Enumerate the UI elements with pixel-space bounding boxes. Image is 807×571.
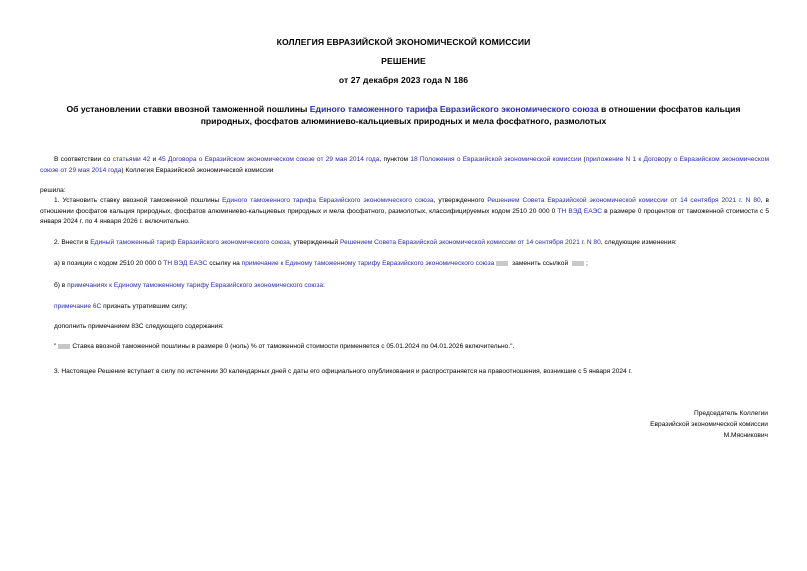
item-text: а) в позиции с кодом 2510 20 000 0 [54,260,164,267]
item-text: , утвержденного [433,197,488,204]
link-tn-ved[interactable]: ТН ВЭД ЕАЭС [163,260,208,267]
signature-block [650,408,768,441]
item-text: , утвержденный [289,239,341,246]
issuer-heading: КОЛЛЕГИЯ ЕВРАЗИЙСКОЙ ЭКОНОМИЧЕСКОЙ КОМИССИИ [276,37,531,47]
signatory-organization: Евразийской экономической комиссии [650,421,768,428]
note-6c-paragraph [40,302,769,313]
item-text: 2. Внести в [54,239,91,246]
item-2b-paragraph [40,281,769,292]
item-text: " [54,343,57,350]
link-council-decision[interactable]: Решением Совета Евразийской экономической комиссии от 14 сентября 2021 г. N 80 [487,197,761,204]
item-1-paragraph [40,196,769,228]
link-annex-1[interactable]: приложение N 1 к Договору о Евразийском экономическом союзе от 29 мая 2014 года [40,156,769,174]
link-tariff[interactable]: Единый таможенный тариф Евразийского экономического союза [90,239,290,246]
item-text: , следующие изменения: [600,239,677,246]
intro-paragraph [40,155,769,176]
intro-text: и [150,156,159,163]
item-text: ; [585,260,588,267]
intro-text: ) Коллегия Евразийской экономической комиссии [121,166,274,174]
document-title [40,103,767,127]
supplement-paragraph: дополнить примечанием 83С следующего содержания: [54,323,224,330]
title-text: Об установлении ставки ввозной таможенной пошлины [66,104,310,114]
document-date-number: от 27 декабря 2023 года N 186 [338,75,469,85]
title-link-tariff[interactable]: Единого таможенного тарифа Евразийского экономического союза [309,104,599,114]
signatory-name: М.Мясникович [723,432,768,439]
link-article-42[interactable]: статьями 42 [112,156,151,163]
link-tariff-notes[interactable]: примечаниях к Единому таможенному тарифу Евразийского экономического союза [67,282,324,289]
item-text: ссылку на [207,260,242,267]
superscript-marker-icon [496,261,508,266]
item-3-paragraph: 3. Настоящее Решение вступает в силу по истечении 30 календарных дней с даты его официального опубликования и распространяется на правоотношения, возникшие с 5 января 2024 г. [54,368,632,375]
item-text: заменить ссылкой [510,260,570,267]
superscript-marker-icon [572,261,584,266]
link-regulation[interactable]: 18 Положения о Евразийской экономической комиссии [410,156,582,163]
document-type: РЕШЕНИЕ [381,56,426,66]
item-2a-paragraph [40,259,769,270]
item-text: 1. Установить ставку ввозной таможенной пошлины [54,197,223,204]
item-text: : [323,282,325,289]
link-council-decision[interactable]: Решением Совета Евразийской экономической комиссии от 14 сентября 2021 г. N 80 [340,239,601,246]
superscript-marker-icon [58,344,70,349]
link-tn-ved[interactable]: ТН ВЭД ЕАЭС [557,207,603,215]
item-2-paragraph [40,238,769,249]
signatory-role: Председатель Коллегии [694,410,768,417]
title-text-end: в отношении фосфатов кальция природных, фосфатов алюминиево-кальциевых природных и мела фосфатного, размолотых [200,104,741,126]
link-note-6c[interactable]: примечание 6С [54,303,102,310]
intro-text: ( [581,156,586,163]
link-tariff[interactable]: Единого таможенного тарифа Евразийского экономического союза [222,197,434,204]
item-text: Ставка ввозной таможенной пошлины в размере 0 (ноль) % от таможенной стоимости применяется с 05.01.2024 по 04.01.2026 включительно.". [72,343,515,350]
intro-text: В соответствии со [54,156,113,163]
link-treaty[interactable]: 45 Договора о Евразийском экономическом союзе от 29 мая 2014 года [158,156,380,163]
item-text: , в отношении фосфатов кальция природных, фосфатов алюминиево-кальциевых природных и мела фосфатного, размолотых, классифицируемых кодом 2510 20 000 0 [40,197,770,215]
decided-label: решила: [40,187,66,194]
link-tariff-note[interactable]: примечание к Единому таможенному тарифу Евразийского экономического союза [241,260,495,267]
item-text: признать утратившим силу; [101,303,188,310]
item-text: б) в [54,282,68,289]
item-text: в размере 0 процентов от таможенной стоимости с 5 января 2024 г. по 4 января 2026 г. включительно. [40,207,769,225]
intro-text: , пунктом [379,156,411,163]
note-83c-quote [40,342,769,353]
